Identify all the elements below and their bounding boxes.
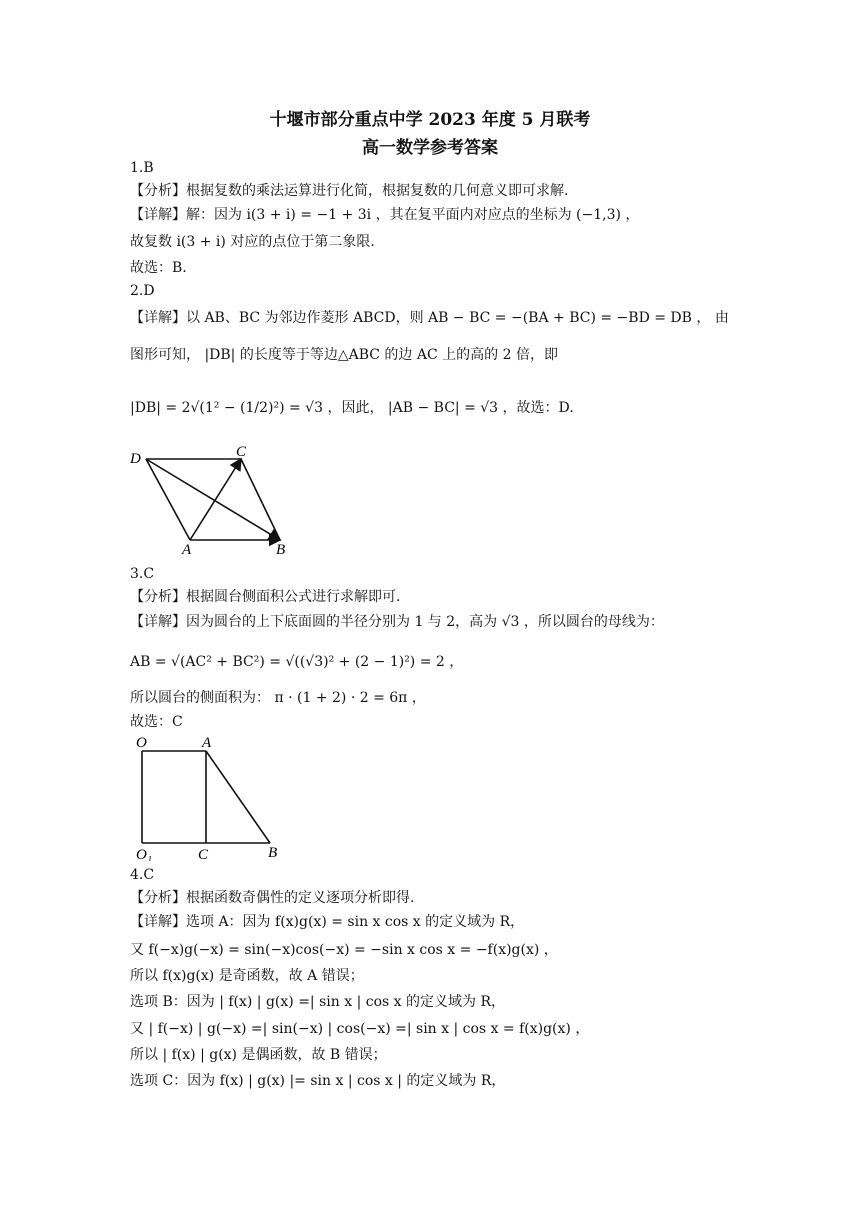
q4-analysis: 【分析】根据函数奇偶性的定义逐项分析即得. [130,890,415,906]
document-title: 十堰市部分重点中学 2023 年度 5 月联考 [269,110,591,130]
q4-line-5: 又 | f(−x) | g(−x) =| sin(−x) | cos(−x) =| sin x | cos x = f(x)g(x) ， [130,1021,590,1037]
q2-detail: 【详解】以 AB、BC 为邻边作菱形 ABCD，则 AB − BC = −(BA + BC) = −BD = DB ， 由 [130,310,729,326]
q3-line3: 所以圆台的侧面积为： π · (1 + 2) · 2 = 6π ， [130,690,426,706]
q1-analysis: 【分析】根据复数的乘法运算进行化简，根据复数的几何意义即可求解. [130,183,569,199]
q4-number: 4.C [130,867,155,883]
label-B: B [268,845,278,861]
q4-line-1: 【详解】选项 A：因为 f(x)g(x) = sin x cos x 的定义域为 R， [130,914,525,930]
q1-detail: 【详解】解：因为 i(3 + i) = −1 + 3i ，其在复平面内对应点的坐标为 (−1,3) ， [130,207,640,223]
q4-line-6: 所以 | f(x) | g(x) 是偶函数，故 B 错误； [130,1047,387,1063]
label-C: C [236,444,247,460]
q2-line3: |DB| = 2√(1² − (1/2)²) = √3 ，因此， |AB − BC| = √3 ，故选：D. [130,400,574,416]
label-D: D [130,451,141,467]
edge-AB [206,751,270,843]
label-O1: O₁ [136,847,153,861]
q1-number: 1.B [130,160,154,176]
q4-line-2: 又 f(−x)g(−x) = sin(−x)cos(−x) = −sin x cos x = −f(x)g(x) ， [130,942,558,958]
q3-line2: AB = √(AC² + BC²) = √((√3)² + (2 − 1)²) = 2 ， [130,654,464,670]
edge-DA [146,459,190,540]
rhombus-figure [128,440,298,558]
q4-line-4: 选项 B：因为 | f(x) | g(x) =| sin x | cos x 的定义域为 R， [130,994,505,1010]
label-A: A [182,542,192,558]
q2-number: 2.D [130,283,155,299]
label-O: O [136,735,147,751]
q1-line2: 故复数 i(3 + i) 对应的点位于第二象限. [130,234,375,250]
label-B: B [276,542,286,558]
vector-AC [190,459,241,540]
q3-choice: 故选：C [130,714,183,730]
frustum-section-figure [128,733,288,861]
document-subtitle: 高一数学参考答案 [362,138,498,158]
q1-choice: 故选：B. [130,260,187,276]
q3-number: 3.C [130,566,155,582]
label-C: C [198,847,209,861]
q3-detail: 【详解】因为圆台的上下底面圆的半径分别为 1 与 2，高为 √3 ，所以圆台的母线为： [130,614,664,630]
q3-analysis: 【分析】根据圆台侧面积公式进行求解即可. [130,589,401,605]
q2-line2: 图形可知， |DB| 的长度等于等边△ABC 的边 AC 上的高的 2 倍，即 [130,347,558,363]
q4-line-3: 所以 f(x)g(x) 是奇函数，故 A 错误； [130,968,364,984]
q4-line-7: 选项 C：因为 f(x) | g(x) |= sin x | cos x | 的定义域为 R， [130,1073,506,1089]
label-A: A [202,735,212,751]
